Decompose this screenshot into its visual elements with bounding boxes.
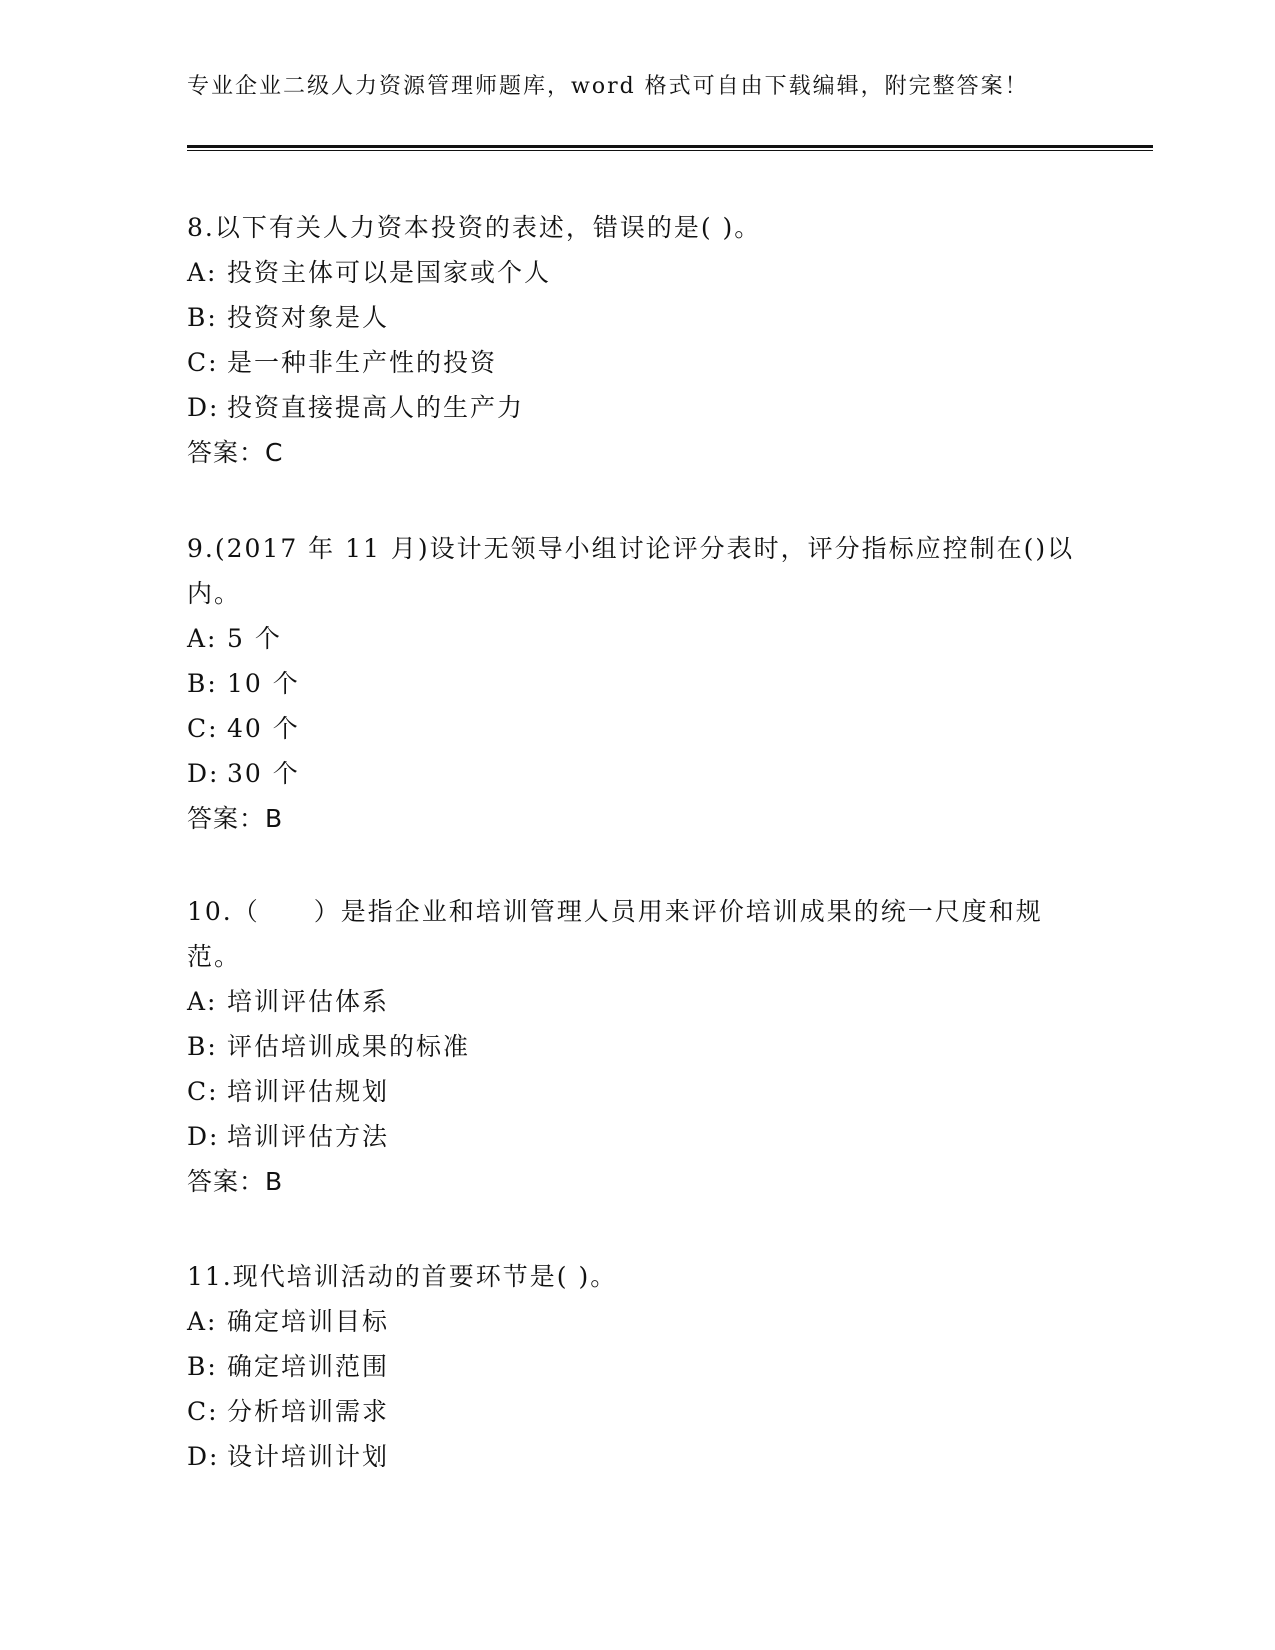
option-text: 培训评估体系 [227,987,390,1016]
option-label: D: [187,1442,220,1471]
option-text: 40 个 [227,714,300,743]
question-8-option-c [187,340,1087,385]
option-text: 是一种非生产性的投资 [227,348,498,377]
question-11-option-d [187,1434,1087,1479]
question-10-answer: 答案：B [187,1167,284,1196]
page-header: 专业企业二级人力资源管理师题库，word 格式可自由下载编辑，附完整答案！ [187,74,1029,99]
option-label: C: [187,1397,219,1426]
question-10-option-c [187,1069,1087,1114]
header-divider-thick [187,145,1153,148]
option-label: A: [187,987,218,1016]
question-8-answer: 答案：C [187,438,284,467]
option-text: 分析培训需求 [227,1397,390,1426]
option-text: 投资主体可以是国家或个人 [227,258,552,287]
option-text: 30 个 [227,759,300,788]
option-label: A: [187,624,218,653]
question-9-option-b [187,661,1087,706]
option-text: 10 个 [227,669,300,698]
question-10-option-b [187,1024,1087,1069]
option-label: B: [187,303,218,332]
option-text: 确定培训范围 [227,1352,390,1381]
question-9 [187,526,1087,841]
option-label: B: [187,1032,218,1061]
option-label: C: [187,714,219,743]
question-9-option-c [187,706,1087,751]
question-8-option-d [187,385,1087,430]
question-8-stem: 8.以下有关人力资本投资的表述，错误的是( )。 [187,213,762,242]
option-text: 评估培训成果的标准 [227,1032,471,1061]
option-text: 设计培训计划 [227,1442,390,1471]
question-9-option-d [187,751,1087,796]
question-8 [187,205,1087,475]
header-divider-thin [187,150,1153,151]
question-10-stem: 10.（ ）是指企业和培训管理人员用来评价培训成果的统一尺度和规范。 [187,897,1043,971]
option-text: 培训评估规划 [227,1077,390,1106]
question-11-option-c [187,1389,1087,1434]
option-label: A: [187,1307,218,1336]
option-text: 培训评估方法 [227,1122,390,1151]
question-10 [187,889,1087,1204]
question-10-option-d [187,1114,1087,1159]
question-9-option-a [187,616,1087,661]
option-text: 投资对象是人 [227,303,390,332]
question-11-option-a [187,1299,1087,1344]
question-8-option-b [187,295,1087,340]
option-label: C: [187,1077,219,1106]
question-9-stem: 9.(2017 年 11 月)设计无领导小组讨论评分表时，评分指标应控制在()以内。 [187,534,1075,608]
question-11-stem: 11.现代培训活动的首要环节是( )。 [187,1262,618,1291]
question-9-answer: 答案：B [187,804,284,833]
option-label: D: [187,1122,220,1151]
option-text: 5 个 [227,624,282,653]
option-label: A: [187,258,218,287]
option-text: 投资直接提高人的生产力 [227,393,525,422]
option-label: C: [187,348,219,377]
option-label: D: [187,393,220,422]
option-label: B: [187,669,218,698]
option-label: B: [187,1352,218,1381]
question-10-option-a [187,979,1087,1024]
question-11-option-b [187,1344,1087,1389]
question-11 [187,1254,1087,1479]
question-8-option-a [187,250,1087,295]
option-label: D: [187,759,220,788]
option-text: 确定培训目标 [227,1307,390,1336]
